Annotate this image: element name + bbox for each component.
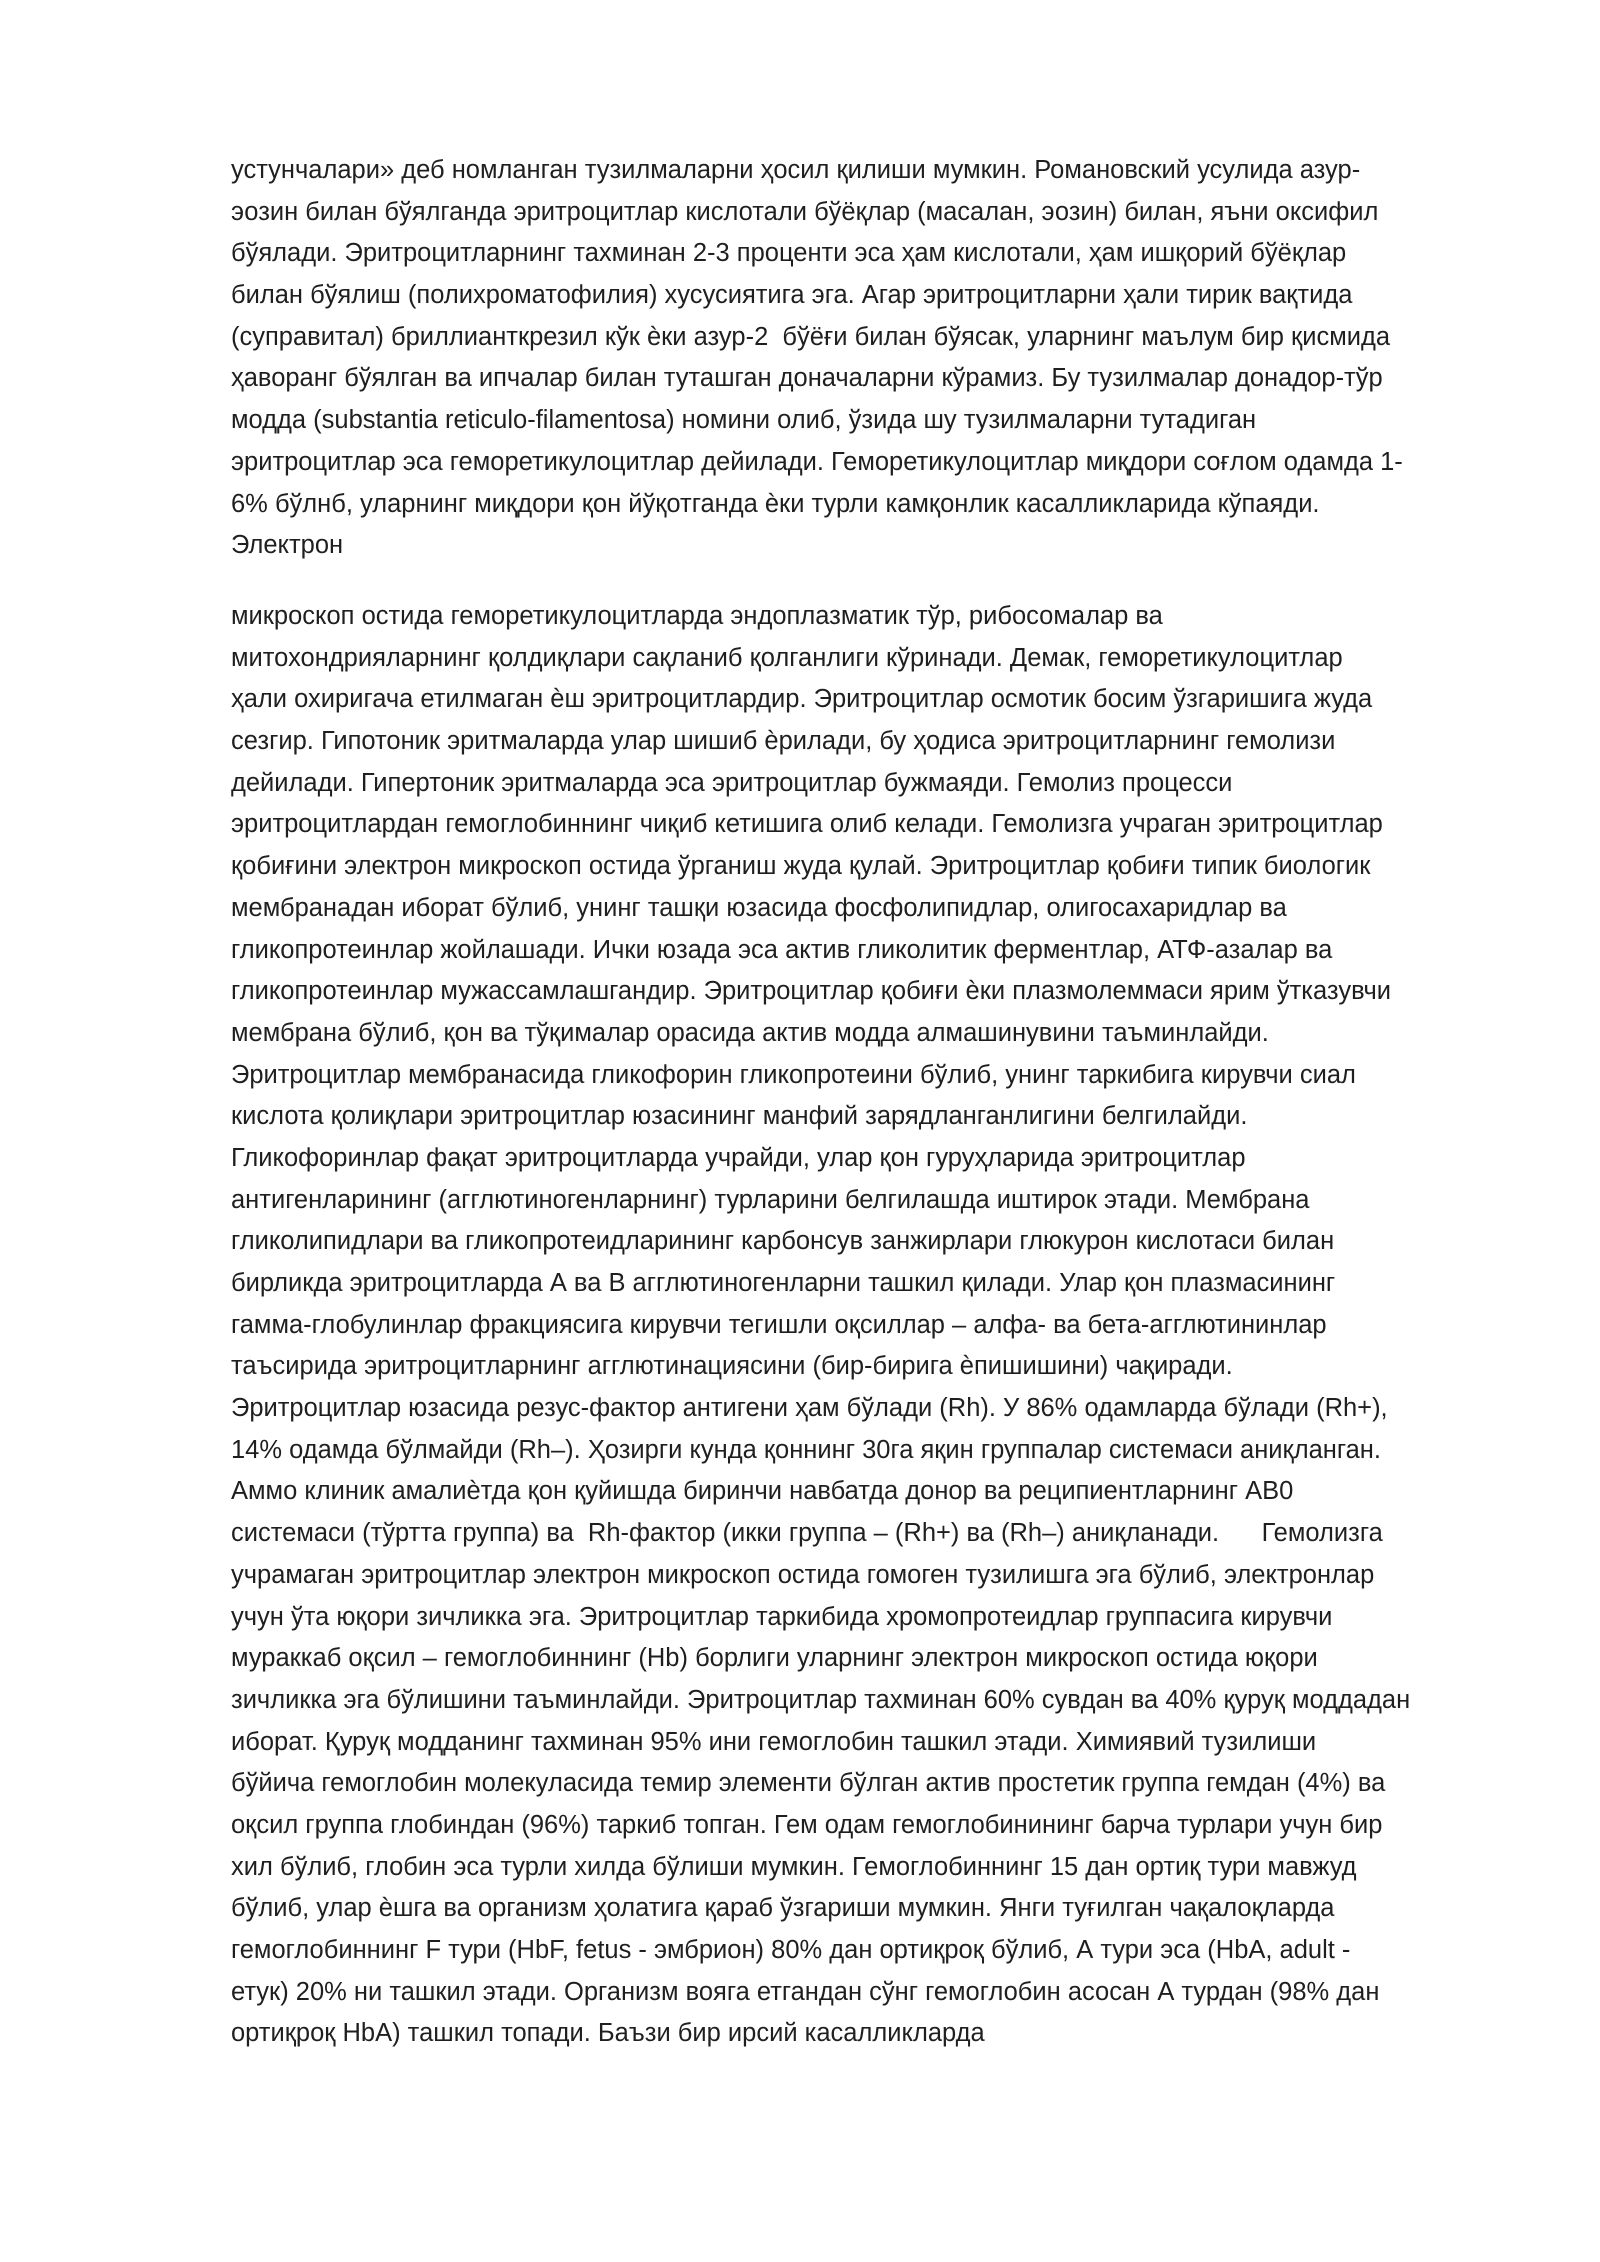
text-line: антигенларининг (агглютиногенларнинг) турларини белгилашда иштирок этади. Мембрана	[231, 1185, 1310, 1214]
text-line: митохондрияларнинг қолдиқлари сақланиб қолганлиги кўринади. Демак, геморетикулоцитлар	[231, 643, 1343, 672]
text-line: Эритроцитлар юзасида резус-фактор антигени ҳам бўлади (Rh). У 86% одамларда бўлади (Rh+),	[231, 1394, 1388, 1423]
text-line: Аммо клиник амалиѐтда қон қуйишда биринчи навбатда донор ва реципиентларнинг АВ0	[231, 1477, 1294, 1506]
text-line: ортиқроқ HbA) ташкил топади. Баъзи бир ирсий касалликларда	[231, 2019, 985, 2048]
text-line: бўялади. Эритроцитларнинг тахминан 2-3 проценти эса ҳам кислотали, ҳам ишқорий бўёқлар	[231, 239, 1347, 268]
text-line: учрамаган эритроцитлар электрон микроскоп остида гомоген тузилишга эга бўлиб, электронлар	[231, 1560, 1375, 1589]
text-line: сезгир. Гипотоник эритмаларда улар шишиб ѐрилади, бу ҳодиса эритроцитларнинг гемолизи	[231, 727, 1336, 756]
text-line: гликопротеинлар мужассамлашгандир. Эритроцитлар қобиғи ѐки плазмолеммаси ярим ўтказувчи	[231, 977, 1392, 1006]
text-line: 14% одамда бўлмайди (Rh–). Ҳозирги кунда қоннинг 30га яқин группалар системаси аниқланган.	[231, 1435, 1381, 1464]
text-line: зичликка эга бўлишини таъминлайди. Эритроцитлар тахминан 60% сувдан ва 40% қуруқ моддадан	[231, 1685, 1411, 1714]
text-line: Эритроцитлар мембранасида гликофорин гликопротеини бўлиб, унинг таркибига кирувчи сиал	[231, 1060, 1356, 1089]
text-line: билан бўялиш (полихроматофилия) хусусиятига эга. Агар эритроцитларни ҳали тирик вақтида	[231, 281, 1353, 310]
paragraph-2	[231, 596, 1531, 2055]
paragraph-1	[231, 150, 1531, 567]
text-line: мембранадан иборат бўлиб, унинг ташқи юзасида фосфолипидлар, олигосахаридлар ва	[231, 893, 1287, 922]
text-line: микроскоп остида геморетикулоцитларда эндоплазматик тўр, рибосомалар ва	[231, 602, 1163, 630]
text-line: кислота қолиқлари эритроцитлар юзасининг манфий зарядланганлигини белгилайди.	[231, 1102, 1248, 1131]
text-line: 6% бўлнб, уларнинг миқдори қон йўқотганда ѐки турли камқонлик касалликларида кўпаяди.	[231, 489, 1320, 518]
text-line: эритроцитлардан гемоглобиннинг чиқиб кетишига олиб келади. Гемолизга учраган эритроцитлар	[231, 810, 1383, 839]
text-line: етук) 20% ни ташкил этади. Организм вояга етгандан сўнг гемоглобин асосан А турдан (98% дан	[231, 1977, 1380, 2006]
text-line: дейилади. Гипертоник эритмаларда эса эритроцитлар бужмаяди. Гемолиз процесси	[231, 768, 1233, 797]
text-line: гамма-глобулинлар фракциясига кирувчи тегишли оқсиллар – алфа- ва бета-агглютининлар	[231, 1310, 1327, 1339]
text-line: эозин билан бўялганда эритроцитлар кислотали бўёқлар (масалан, эозин) билан, яъни оксифил	[231, 197, 1379, 226]
text-line: гемоглобиннинг F тури (HbF, fetus - эмбрион) 80% дан ортиқроқ бўлиб, А тури эса (HbA, adult -	[231, 1936, 1351, 1964]
text-line: оқсил группа глобиндан (96%) таркиб топган. Гем одам гемоглобинининг барча турлари учун бир	[231, 1810, 1383, 1839]
text-line: гликопротеинлар жойлашади. Ички юзада эса актив гликолитик ферментлар, АТФ-азалар ва	[231, 935, 1333, 964]
text-line: Гликофоринлар фақат эритроцитларда учрайди, улар қон гуруҳларида эритроцитлар	[231, 1143, 1246, 1172]
text-line: қобиғини электрон микроскоп остида ўрганиш жуда қулай. Эритроцитлар қобиғи типик биологик	[231, 852, 1371, 881]
text-line: бўйича гемоглобин молекуласида темир элементи бўлган актив простетик группа гемдан (4%) ва	[231, 1769, 1386, 1798]
text-line: (суправитал) бриллианткрезил кўк ѐки азур-2 бўёғи билан бўясак, уларнинг маълум бир қисмида	[231, 322, 1391, 351]
text-line: модда (substantia reticulo-filamentosa) номини олиб, ўзида шу тузилмаларни тутадиган	[231, 406, 1257, 435]
text-line: ҳали охиригача етилмаган ѐш эритроцитлардир. Эритроцитлар осмотик босим ўзгаришига жуда	[231, 685, 1373, 714]
text-line: гликолипидлари ва гликопротеидларининг карбонсув занжирлари глюкурон кислотаси билан	[231, 1227, 1335, 1256]
text-line: мураккаб оқсил – гемоглобиннинг (Hb) борлиги уларнинг электрон микроскоп остида юқори	[231, 1644, 1318, 1673]
text-line: эритроцитлар эса геморетикулоцитлар дейилади. Геморетикулоцитлар миқдори соғлом одамда 1-	[231, 447, 1403, 476]
text-line: хил бўлиб, глобин эса турли хилда бўлиши мумкин. Гемоглобиннинг 15 дан ортиқ тури мавжуд	[231, 1852, 1357, 1881]
text-line: бирликда эритроцитларда А ва В агглютиногенларни ташкил қилади. Улар қон плазмасининг	[231, 1269, 1336, 1297]
text-line: иборат. Қуруқ модданинг тахминан 95% ини гемоглобин ташкил этади. Химиявий тузилиши	[231, 1727, 1317, 1756]
text-line: мембрана бўлиб, қон ва тўқималар орасида актив модда алмашинувини таъминлайди.	[231, 1018, 1269, 1047]
text-line: учун ўта юқори зичликка эга. Эритроцитлар таркибида хромопротеидлар группасига кирувчи	[231, 1602, 1333, 1631]
text-line: системаси (тўртта группа) ва Rh-фактор (икки группа – (Rh+) ва (Rh–) аниқланади. Гемолизга	[231, 1519, 1383, 1548]
text-line: Электрон	[231, 531, 344, 560]
text-line: бўлиб, улар ѐшга ва организм ҳолатига қараб ўзгариши мумкин. Янги туғилган чақалоқларда	[231, 1894, 1335, 1923]
text-line: ҳаворанг бўялган ва ипчалар билан туташган доначаларни кўрамиз. Бу тузилмалар донадор-тўр	[231, 364, 1383, 393]
text-line: устунчалари» деб номланган тузилмаларни ҳосил қилиши мумкин. Романовский усулида азур-	[231, 156, 1361, 184]
text-line: таъсирида эритроцитларнинг агглютинациясини (бир-бирига ѐпишишини) чақиради.	[231, 1352, 1233, 1381]
